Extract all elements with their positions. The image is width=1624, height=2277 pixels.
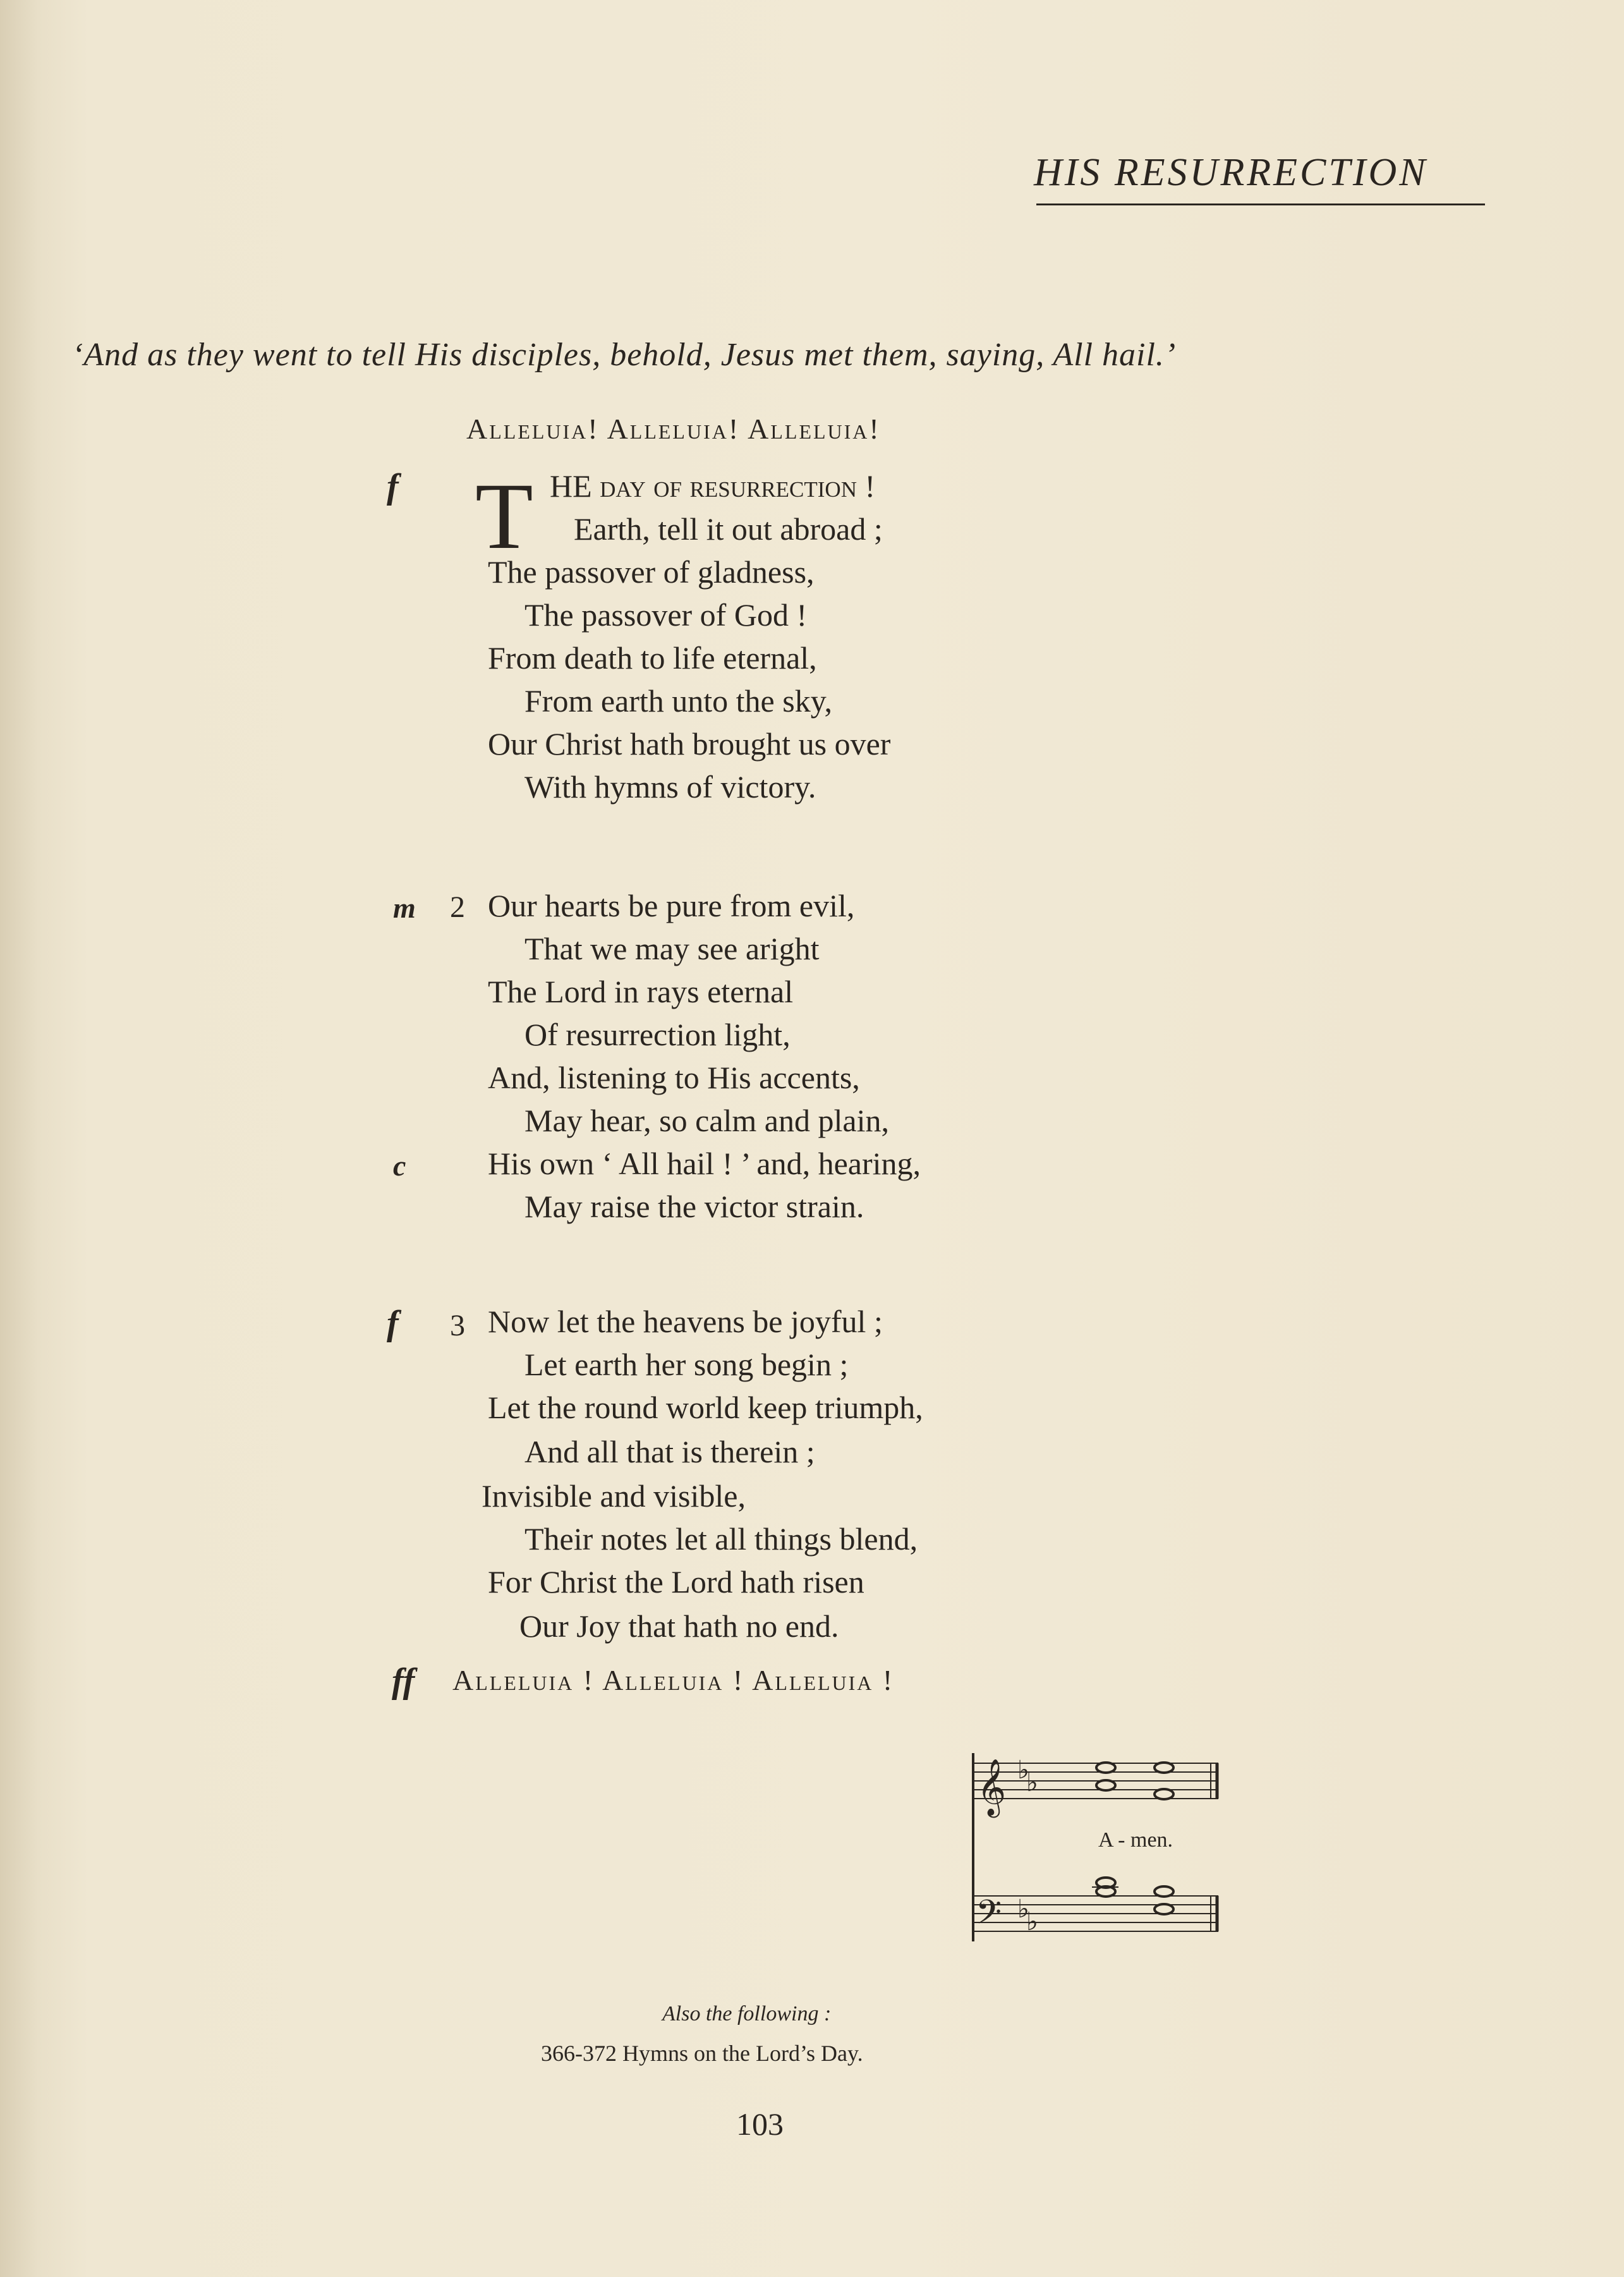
dynamic-mark-fortissimo: ff	[392, 1661, 415, 1701]
stanza3-line-2: Let earth her song begin ;	[524, 1347, 849, 1382]
stanza3-line-8: Our Joy that hath no end.	[519, 1608, 839, 1644]
stanza1-line-3: The passover of gladness,	[488, 554, 815, 590]
also-following-label: Also the following :	[662, 2002, 832, 2025]
flat-icon-2: ♭	[1026, 1768, 1038, 1797]
dynamic-mark-mezzo: m	[393, 892, 416, 924]
dynamic-mark-forte: f	[387, 467, 399, 506]
whole-note	[1096, 1763, 1115, 1773]
flat-icon-3: ♭	[1017, 1895, 1029, 1924]
dynamic-mark-forte-2: f	[387, 1304, 399, 1343]
whole-note-3	[1096, 1780, 1115, 1790]
epigraph: ‘And as they went to tell His disciples, behold, Jesus met them, saying, All hail.’	[72, 337, 1177, 373]
whole-note-2	[1154, 1763, 1173, 1773]
header-rule	[1036, 203, 1485, 205]
stanza3-line-3: Let the round world keep triumph,	[488, 1390, 923, 1425]
stanza1-line-8: With hymns of victory.	[524, 769, 816, 805]
alleluia-top: Alleluia! Alleluia! Alleluia!	[466, 413, 881, 445]
running-header: HIS RESURRECTION	[1034, 151, 1428, 194]
stanza2-number: 2	[450, 890, 465, 924]
stanza3-line-6: Their notes let all things blend,	[524, 1521, 918, 1557]
flat-icon-4: ♭	[1026, 1907, 1038, 1936]
stanza1-line-5: From death to life eternal,	[488, 640, 817, 676]
stanza3-line-4: And all that is therein ;	[524, 1434, 815, 1469]
stanza2-line-2: That we may see aright	[524, 931, 820, 966]
amen-lyric: A - men.	[1098, 1828, 1173, 1852]
stanza2-line-1: Our hearts be pure from evil,	[488, 888, 855, 923]
stanza2-line-7: His own ‘ All hail ! ’ and, hearing,	[488, 1146, 921, 1181]
page-number: 103	[736, 2106, 784, 2142]
whole-note-7	[1154, 1886, 1173, 1897]
stanza2-line-3: The Lord in rays eternal	[488, 974, 794, 1009]
stanza1-line-4: The passover of God !	[524, 597, 808, 633]
alleluia-bottom: Alleluia ! Alleluia ! Alleluia !	[452, 1664, 895, 1696]
whole-note-8	[1154, 1904, 1173, 1914]
stanza2-line-8: May raise the victor strain.	[524, 1189, 864, 1224]
stanza3-line-5: Invisible and visible,	[482, 1478, 746, 1514]
stanza1-line-6: From earth unto the sky,	[524, 683, 832, 719]
stanza2-line-4: Of resurrection light,	[524, 1017, 791, 1052]
bass-clef-icon: 𝄢	[976, 1893, 1002, 1940]
amen-music-notation	[972, 1752, 1225, 1960]
stanza3-line-7: For Christ the Lord hath risen	[488, 1564, 864, 1600]
whole-note-4	[1154, 1789, 1173, 1799]
stanza1-line-2: Earth, tell it out abroad ;	[574, 511, 883, 547]
stanza3-number: 3	[450, 1309, 465, 1342]
stanza2-line-5: And, listening to His accents,	[488, 1060, 860, 1095]
stanza1-line-1: HE day of resurrection !	[550, 468, 876, 504]
stanza3-line-1: Now let the heavens be joyful ;	[488, 1304, 883, 1339]
treble-clef-icon: 𝄞	[977, 1759, 1007, 1816]
drop-cap: T	[475, 464, 533, 569]
flat-icon: ♭	[1017, 1756, 1029, 1785]
dynamic-mark-crescendo: c	[393, 1150, 406, 1182]
stanza2-line-6: May hear, so calm and plain,	[524, 1103, 889, 1138]
stanza1-line-7: Our Christ hath brought us over	[488, 726, 891, 762]
hymn-reference: 366-372 Hymns on the Lord’s Day.	[541, 2041, 863, 2066]
